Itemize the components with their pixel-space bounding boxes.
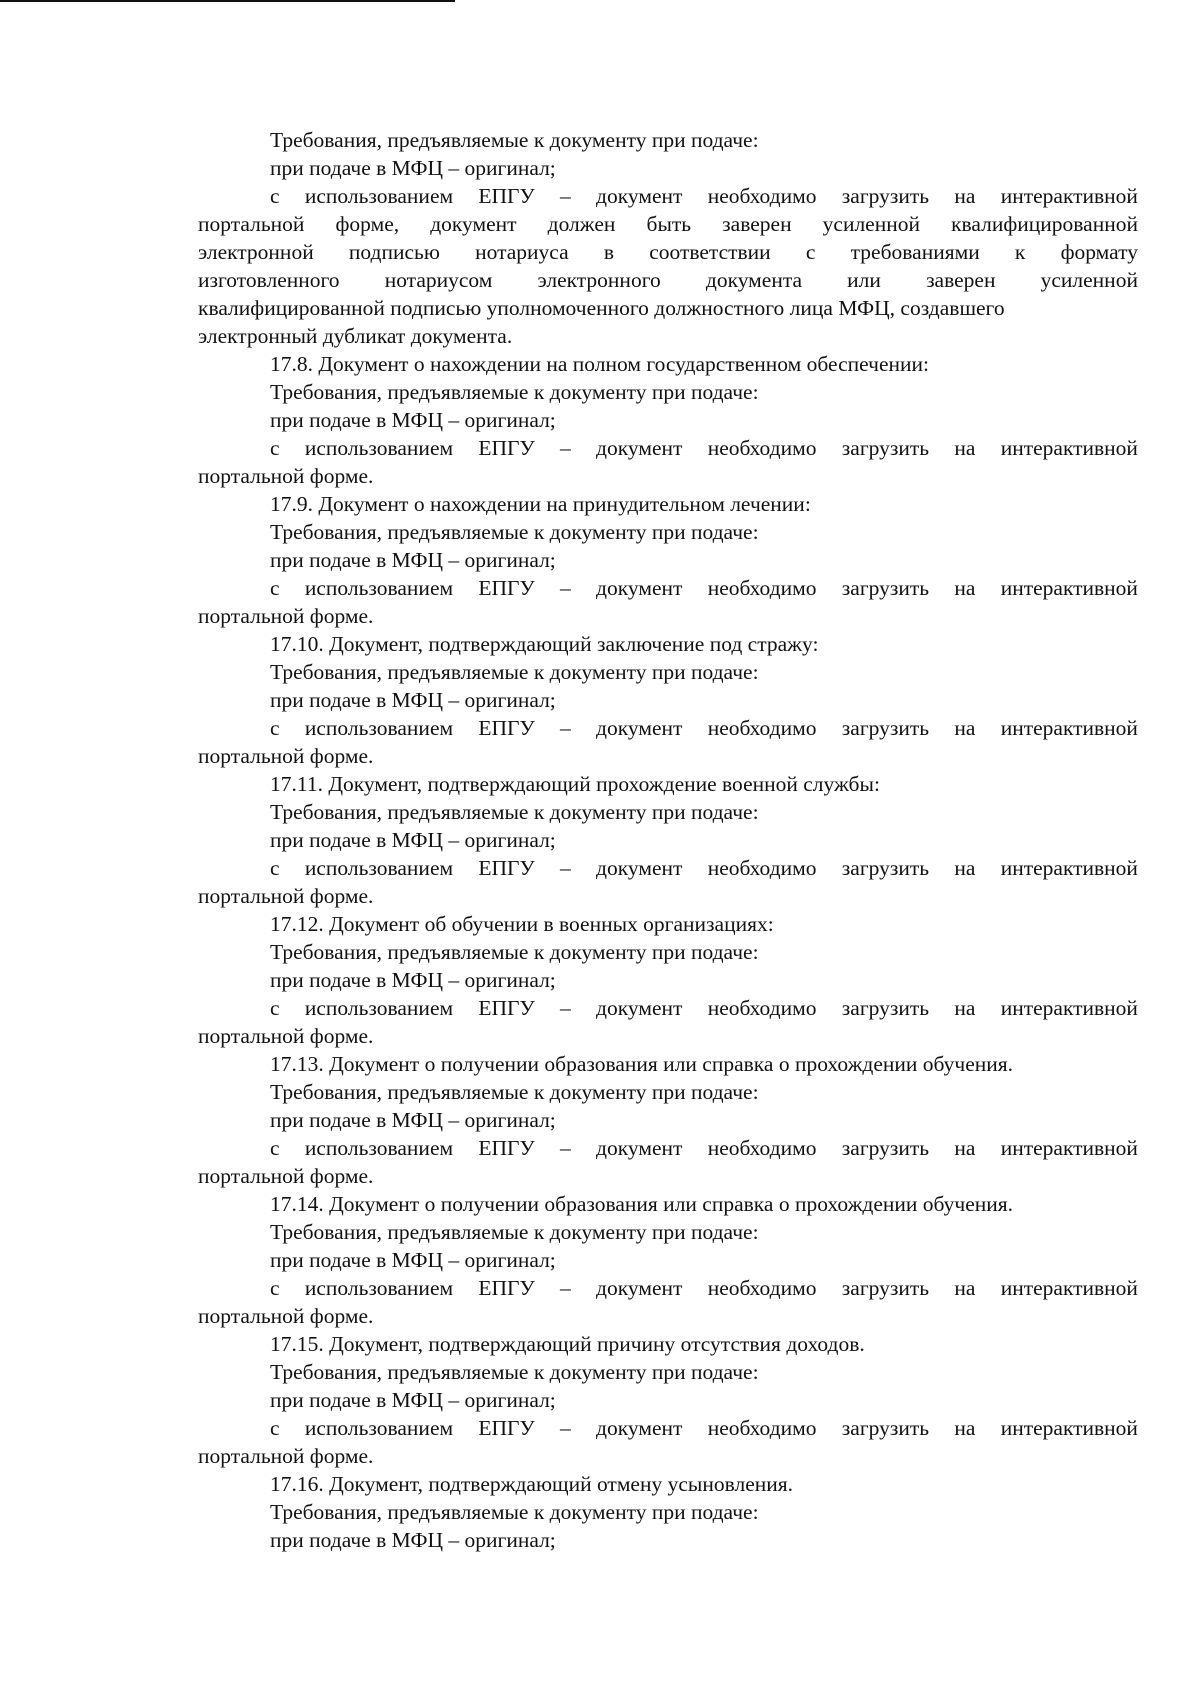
- mfc-line: при подаче в МФЦ – оригинал;: [270, 688, 556, 712]
- mfc-line: при подаче в МФЦ – оригинал;: [270, 548, 556, 572]
- req-line: Требования, предъявляемые к документу при подаче:: [270, 520, 759, 544]
- epgu-line: с использованием ЕПГУ – документ необходимо загрузить на интерактивной: [270, 436, 1138, 460]
- item-17-13-heading: 17.13. Документ о получении образования или справка о прохождении обучения.: [270, 1052, 1014, 1076]
- mfc-line: при подаче в МФЦ – оригинал;: [270, 408, 556, 432]
- portal-form-line: портальной форме.: [198, 1304, 374, 1328]
- first-block-line-2: портальной форме, документ должен быть заверен усиленной квалифицированной: [198, 212, 1138, 236]
- req-line: Требования, предъявляемые к документу при подаче:: [270, 380, 759, 404]
- req-line: Требования, предъявляемые к документу при подаче:: [270, 1500, 759, 1524]
- first-block-line-4: изготовленного нотариусом электронного документа или заверен усиленной: [198, 268, 1138, 292]
- item-17-14-heading: 17.14. Документ о получении образования или справка о прохождении обучения.: [270, 1192, 1014, 1216]
- item-17-10-heading: 17.10. Документ, подтверждающий заключение под стражу:: [270, 632, 819, 656]
- mfc-line: при подаче в МФЦ – оригинал;: [270, 1388, 556, 1412]
- item-17-9-heading: 17.9. Документ о нахождении на принудительном лечении:: [270, 492, 811, 516]
- mfc-line: при подаче в МФЦ – оригинал;: [270, 1248, 556, 1272]
- first-block-line-3: электронной подписью нотариуса в соответствии с требованиями к формату: [198, 240, 1138, 264]
- item-17-15-heading: 17.15. Документ, подтверждающий причину отсутствия доходов.: [270, 1332, 865, 1356]
- item-17-12-heading: 17.12. Документ об обучении в военных организациях:: [270, 912, 774, 936]
- scan-edge-line: [0, 0, 455, 2]
- req-line: Требования, предъявляемые к документу при подаче:: [270, 660, 759, 684]
- req-line: Требования, предъявляемые к документу при подаче:: [270, 128, 759, 152]
- req-line: Требования, предъявляемые к документу при подаче:: [270, 1360, 759, 1384]
- item-17-16-heading: 17.16. Документ, подтверждающий отмену усыновления.: [270, 1472, 794, 1496]
- item-17-8-heading: 17.8. Документ о нахождении на полном государственном обеспечении:: [270, 352, 930, 376]
- epgu-line: с использованием ЕПГУ – документ необходимо загрузить на интерактивной: [270, 1416, 1138, 1440]
- epgu-line: с использованием ЕПГУ – документ необходимо загрузить на интерактивной: [270, 184, 1138, 208]
- mfc-line: при подаче в МФЦ – оригинал;: [270, 828, 556, 852]
- portal-form-line: портальной форме.: [198, 1164, 374, 1188]
- epgu-line: с использованием ЕПГУ – документ необходимо загрузить на интерактивной: [270, 1276, 1138, 1300]
- epgu-line: с использованием ЕПГУ – документ необходимо загрузить на интерактивной: [270, 996, 1138, 1020]
- mfc-line: при подаче в МФЦ – оригинал;: [270, 968, 556, 992]
- req-line: Требования, предъявляемые к документу при подаче:: [270, 1220, 759, 1244]
- portal-form-line: портальной форме.: [198, 1444, 374, 1468]
- mfc-line: при подаче в МФЦ – оригинал;: [270, 156, 556, 180]
- epgu-line: с использованием ЕПГУ – документ необходимо загрузить на интерактивной: [270, 576, 1138, 600]
- mfc-line: при подаче в МФЦ – оригинал;: [270, 1108, 556, 1132]
- mfc-line: при подаче в МФЦ – оригинал;: [270, 1528, 556, 1552]
- epgu-line: с использованием ЕПГУ – документ необходимо загрузить на интерактивной: [270, 856, 1138, 880]
- portal-form-line: портальной форме.: [198, 1024, 374, 1048]
- item-17-11-heading: 17.11. Документ, подтверждающий прохождение военной службы:: [270, 772, 880, 796]
- req-line: Требования, предъявляемые к документу при подаче:: [270, 1080, 759, 1104]
- epgu-line: с использованием ЕПГУ – документ необходимо загрузить на интерактивной: [270, 1136, 1138, 1160]
- portal-form-line: портальной форме.: [198, 744, 374, 768]
- first-block-line-5: квалифицированной подписью уполномоченного должностного лица МФЦ, создавшего: [198, 296, 1005, 320]
- req-line: Требования, предъявляемые к документу при подаче:: [270, 940, 759, 964]
- portal-form-line: портальной форме.: [198, 604, 374, 628]
- first-block-line-6: электронный дубликат документа.: [198, 324, 513, 348]
- portal-form-line: портальной форме.: [198, 884, 374, 908]
- req-line: Требования, предъявляемые к документу при подаче:: [270, 800, 759, 824]
- document-page: [198, 126, 1138, 1554]
- portal-form-line: портальной форме.: [198, 464, 374, 488]
- epgu-line: с использованием ЕПГУ – документ необходимо загрузить на интерактивной: [270, 716, 1138, 740]
